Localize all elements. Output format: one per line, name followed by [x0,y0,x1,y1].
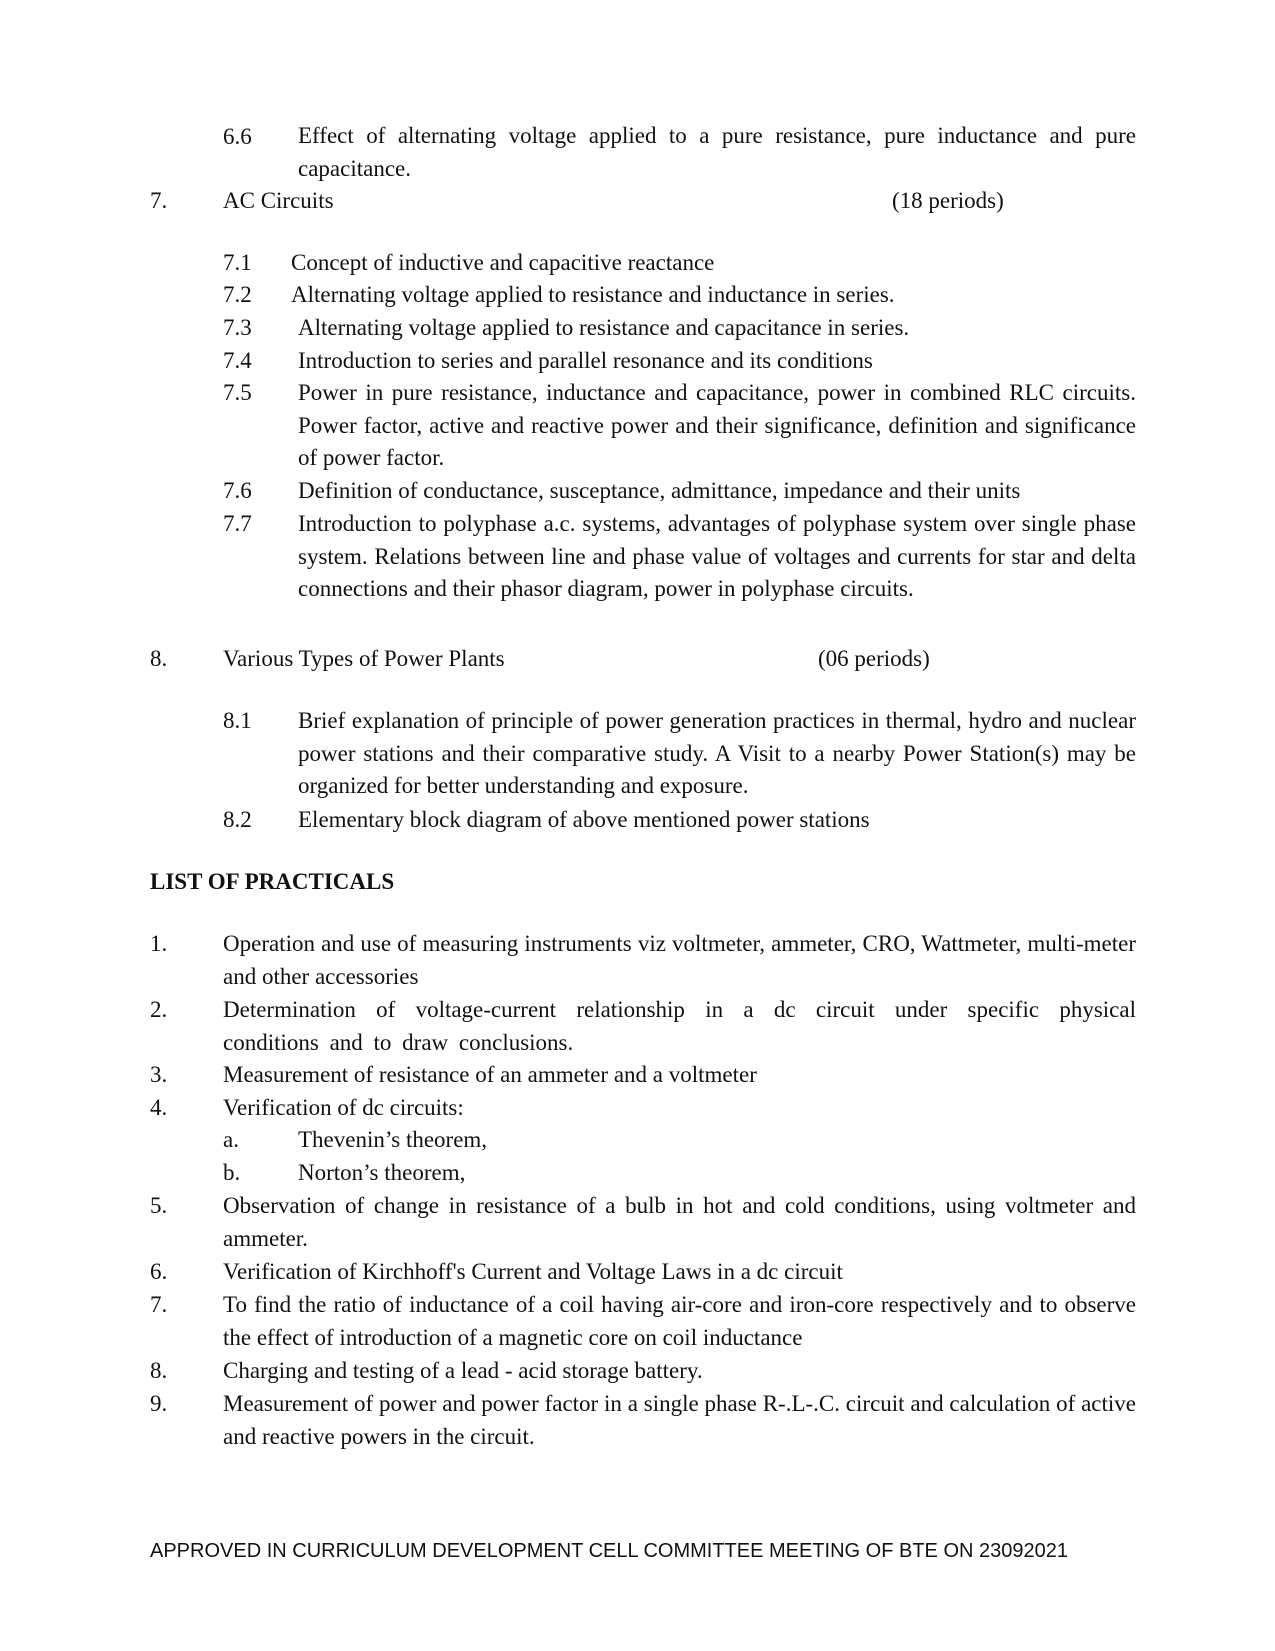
section-periods: (06 periods) [818,646,930,671]
practical-text: Determination of voltage-current relationship in a dc circuit under specific physical conditions and to draw conclusions. [223,997,1136,1055]
item-text: Definition of conductance, susceptance, admittance, impedance and their units [298,478,1021,503]
item-text: Elementary block diagram of above mentioned power stations [298,807,870,832]
item-text: Effect of alternating voltage applied to a pure resistance, pure inductance and pure capacitance. [298,123,1136,181]
section-number: 8. [150,646,168,671]
item-number: 7.7 [223,511,252,536]
section-periods: (18 periods) [892,188,1004,213]
item-text: Alternating voltage applied to resistance and inductance in series. [291,282,895,307]
item-text: Introduction to series and parallel resonance and its conditions [298,348,873,373]
practical-text: Measurement of power and power factor in a single phase R-.L-.C. circuit and calculation of active and reactive powers in the circuit. [223,1391,1136,1449]
item-number: 7.1 [223,250,252,275]
item-text: Brief explanation of principle of power generation practices in thermal, hydro and nuclear power stations and their comparative study. A Visit to a nearby Power Station(s) may be organized for better understanding and exposure. [298,708,1136,798]
practical-number: 2. [150,997,168,1022]
item-number: 7.2 [223,282,252,307]
practicals-heading: LIST OF PRACTICALS [150,869,395,894]
practical-text: To find the ratio of inductance of a coil having air-core and iron-core respectively and to observe the effect of introduction of a magnetic core on coil inductance [223,1292,1136,1350]
practical-number: 4. [150,1095,168,1120]
item-number: 8.1 [223,708,252,733]
sub-item-letter: b. [223,1160,241,1185]
practical-number: 3. [150,1062,168,1087]
sub-item-letter: a. [223,1127,239,1152]
practical-text: Charging and testing of a lead - acid storage battery. [223,1358,703,1383]
item-text: Concept of inductive and capacitive reactance [291,250,715,275]
item-number: 8.2 [223,807,252,832]
practical-number: 1. [150,931,168,956]
item-number: 7.5 [223,380,252,405]
practical-number: 9. [150,1391,168,1416]
approval-footer: APPROVED IN CURRICULUM DEVELOPMENT CELL COMMITTEE MEETING OF BTE ON 23092021 [150,1540,1068,1562]
practical-number: 5. [150,1193,168,1218]
item-text: Introduction to polyphase a.c. systems, advantages of polyphase system over single phase system. Relations between line and phase value of voltages and currents for star and delta connections and their phasor diagram, power in polyphase circuits. [298,511,1136,601]
item-text: Alternating voltage applied to resistance and capacitance in series. [298,315,910,340]
practical-number: 6. [150,1259,168,1284]
practical-text: Verification of dc circuits: [223,1095,464,1120]
practical-text: Operation and use of measuring instruments viz voltmeter, ammeter, CRO, Wattmeter, multi-meter and other accessories [223,931,1136,989]
section-title: Various Types of Power Plants [223,646,505,671]
practical-text: Verification of Kirchhoff's Current and Voltage Laws in a dc circuit [223,1259,843,1284]
item-number: 6.6 [223,124,252,149]
practical-text: Observation of change in resistance of a bulb in hot and cold conditions, using voltmeter and ammeter. [223,1193,1136,1251]
item-number: 7.4 [223,348,252,373]
sub-item-text: Thevenin’s theorem, [298,1127,488,1152]
section-number: 7. [150,188,168,213]
sub-item-text: Norton’s theorem, [298,1160,466,1185]
item-number: 7.3 [223,315,252,340]
practical-number: 7. [150,1292,168,1317]
practical-number: 8. [150,1358,168,1383]
practical-text: Measurement of resistance of an ammeter and a voltmeter [223,1062,757,1087]
section-title: AC Circuits [223,188,334,213]
item-text: Power in pure resistance, inductance and capacitance, power in combined RLC circuits. Power factor, active and reactive power and their significance, definition and significance of power factor. [298,380,1136,470]
item-number: 7.6 [223,478,252,503]
